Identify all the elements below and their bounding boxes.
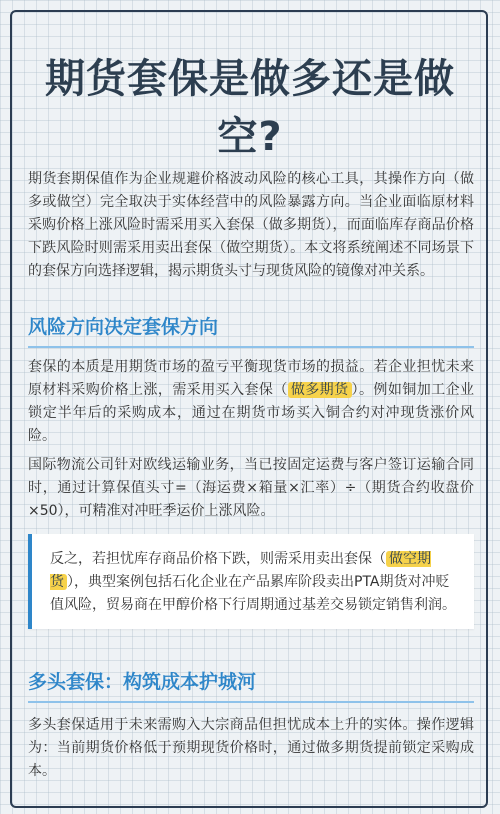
page-title: 期货套保是做多还是做空? — [45, 56, 455, 160]
paragraph-text: ），典型案例包括石化企业在产品累库阶段卖出PTA期货对冲贬值风险，贸易商在甲醇价格下行周期通过基差交易锁定销售利润。 — [50, 574, 456, 613]
short-hedge-callout — [28, 534, 474, 629]
highlight-short-hedge: 做空期货 — [50, 551, 431, 590]
paragraph-text: ）。例如铜加工企业锁定半年后的采购成本，通过在期货市场买入铜合约对冲现货涨价风险。 — [28, 382, 475, 444]
paragraph-text: 反之，若担忧库存商品价格下跌，则需采用卖出套保（ — [50, 551, 386, 567]
section-heading-long-hedge: 多头套保：构筑成本护城河 — [28, 667, 474, 703]
long-hedge-paragraph: 多头套保适用于未来需购入大宗商品但担忧成本上升的实体。操作逻辑为：当前期货价格低于预期现货价格时，通过做多期货提前锁定采购成本。 — [28, 717, 474, 779]
callout-text — [50, 548, 462, 617]
section-heading-risk-direction: 风险方向决定套保方向 — [28, 312, 474, 348]
logistics-paragraph: 国际物流公司针对欧线运输业务，当已按固定运费与客户签订运输合同时，通过计算保值头寸=（海运费×箱量×汇率）÷（期货合约收盘价×50），可精准对冲旺季运价上涨风险。 — [28, 457, 474, 519]
paragraph-text: 套保的本质是用期货市场的盈亏平衡现货市场的损益。若企业担忧未来原材料采购价格上涨，需采用买入套保（ — [28, 359, 474, 398]
risk-direction-paragraph — [28, 356, 474, 448]
intro-paragraph: 期货套期保值作为企业规避价格波动风险的核心工具，其操作方向（做多或做空）完全取决于实体经营中的风险暴露方向。当企业面临原材料采购价格上涨风险时需采用买入套保（做多期货），而面临库存商品价格下跌风险时则需采用卖出套保（做空期货）。本文将系统阐述不同场景下的套保方向选择逻辑，揭示期货头寸与现货风险的镜像对冲关系。 — [28, 171, 474, 279]
highlight-long-hedge: 做多期货 — [288, 382, 352, 398]
